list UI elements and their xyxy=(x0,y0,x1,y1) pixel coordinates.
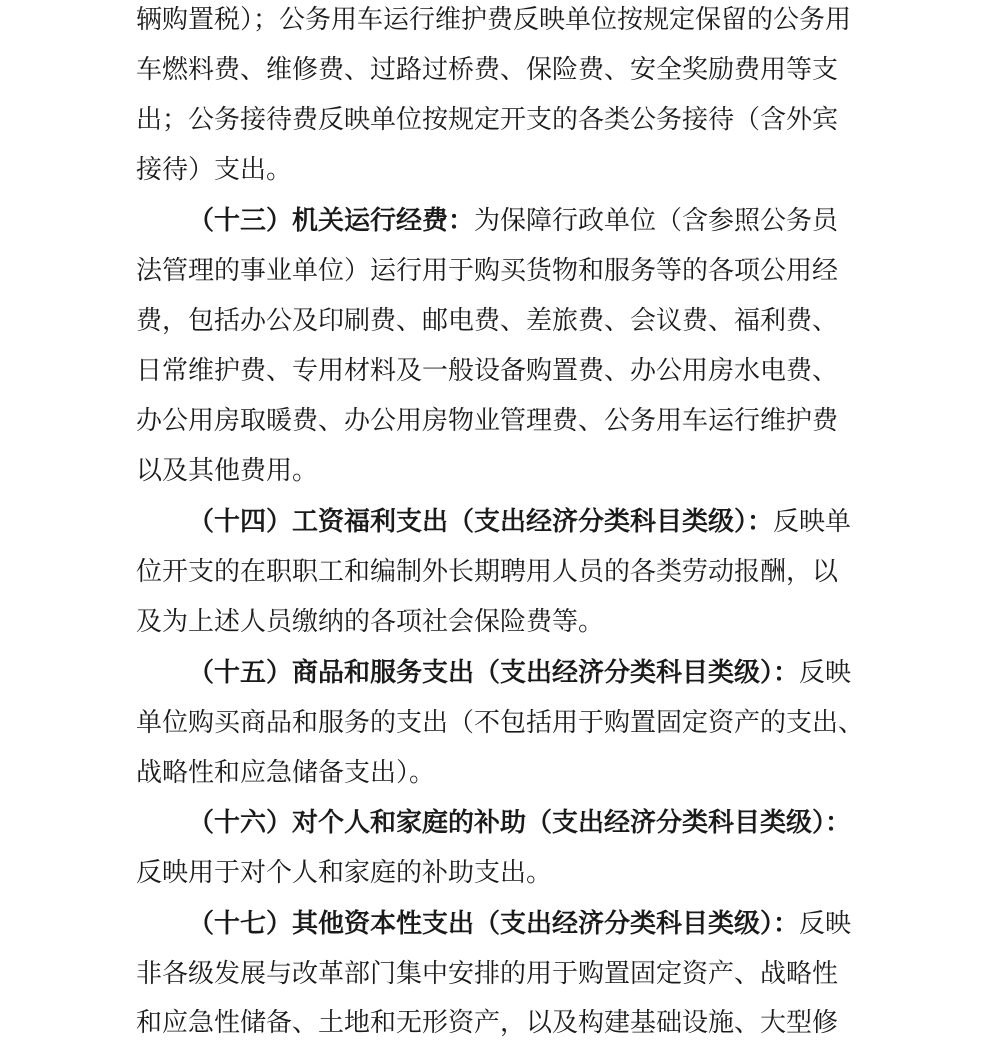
p1-line-4: 接待）支出。 xyxy=(136,155,293,185)
p5-term: （十六）对个人和家庭的补助（支出经济分类科目类级）： xyxy=(188,808,852,838)
p3-line-3: 及为上述人员缴纳的各项社会保险费等。 xyxy=(136,607,605,637)
p2-line-1-text: 为保障行政单位（含参照公务员 xyxy=(474,206,839,236)
p2-line-2: 法管理的事业单位）运行用于购买货物和服务等的各项公用经 xyxy=(136,256,839,286)
p5-line-1 xyxy=(188,803,851,843)
p6-line-1 xyxy=(188,904,851,944)
p3-term: （十四）工资福利支出（支出经济分类科目类级）： xyxy=(188,507,774,537)
p4-term: （十五）商品和服务支出（支出经济分类科目类级）： xyxy=(188,658,800,688)
p4-line-1-text: 反映 xyxy=(799,658,852,688)
p2-line-6: 以及其他费用。 xyxy=(136,456,319,486)
p2-line-3: 费，包括办公及印刷费、邮电费、差旅费、会议费、福利费、 xyxy=(136,306,839,336)
p6-line-2: 非各级发展与改革部门集中安排的用于购置固定资产、战略性 xyxy=(136,959,839,989)
p3-line-1 xyxy=(188,502,851,542)
p2-term: （十三）机关运行经费： xyxy=(188,206,475,236)
p5-line-2: 反映用于对个人和家庭的补助支出。 xyxy=(136,858,553,888)
p6-line-1-text: 反映 xyxy=(799,909,852,939)
p4-line-1 xyxy=(188,653,851,693)
p6-term: （十七）其他资本性支出（支出经济分类科目类级）： xyxy=(188,909,800,939)
p3-line-1-text: 反映单 xyxy=(773,507,852,537)
p4-line-3: 战略性和应急储备支出）。 xyxy=(136,758,436,788)
p6-line-3: 和应急性储备、土地和无形资产，以及构建基础设施、大型修 xyxy=(136,1008,839,1038)
p4-line-2: 单位购买商品和服务的支出（不包括用于购置固定资产的支出、 xyxy=(136,708,865,738)
p1-line-3: 出；公务接待费反映单位按规定开支的各类公务接待（含外宾 xyxy=(136,105,839,135)
p1-line-2: 车燃料费、维修费、过路过桥费、保险费、安全奖励费用等支 xyxy=(136,55,839,85)
p2-line-1 xyxy=(188,201,838,241)
p2-line-5: 办公用房取暖费、办公用房物业管理费、公务用车运行维护费 xyxy=(136,406,839,436)
p2-line-4: 日常维护费、专用材料及一般设备购置费、办公用房水电费、 xyxy=(136,356,839,386)
p3-line-2: 位开支的在职职工和编制外长期聘用人员的各类劳动报酬，以 xyxy=(136,557,839,587)
p1-line-1: 辆购置税）；公务用车运行维护费反映单位按规定保留的公务用 xyxy=(136,5,852,35)
